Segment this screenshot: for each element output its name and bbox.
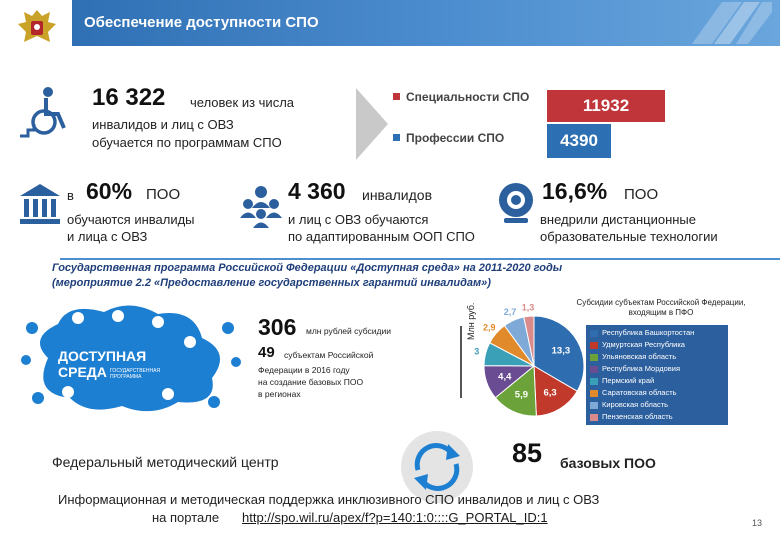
stat2-line2: по адаптированным ООП СПО bbox=[288, 229, 475, 244]
legend-item-0 bbox=[586, 327, 728, 339]
subsidy-regions-text: субъектам Российской bbox=[284, 350, 374, 360]
logo-title: ДОСТУПНАЯ bbox=[58, 348, 147, 364]
legend-item-5 bbox=[586, 387, 728, 399]
stat1-line1: обучаются инвалиды bbox=[67, 212, 195, 227]
pie-label-7: 1,3 bbox=[521, 302, 535, 313]
pie-label-6: 2,7 bbox=[503, 307, 517, 318]
pie-label-2: 5,9 bbox=[514, 389, 529, 401]
legend-item-1 bbox=[586, 339, 728, 351]
pie-label-1: 6,3 bbox=[543, 387, 557, 399]
legend-item-3 bbox=[586, 363, 728, 375]
legend-swatch-5 bbox=[590, 390, 598, 397]
stat1-number: 60% bbox=[86, 178, 133, 204]
stat2-line1: и лиц с ОВЗ обучаются bbox=[288, 212, 429, 227]
chart-title: Субсидии субъектам Российской Федерации, входящим в ПФО bbox=[576, 298, 746, 317]
pie-label-5: 2,9 bbox=[483, 322, 496, 333]
legend-label-5: Саратовская область bbox=[602, 388, 677, 397]
specialties-marker bbox=[393, 93, 400, 100]
page-number: 13 bbox=[752, 518, 763, 528]
professions-marker bbox=[393, 134, 400, 141]
base-text: базовых ПОО bbox=[560, 455, 656, 471]
pie-label-3: 4,4 bbox=[498, 371, 512, 383]
stat3-line1: внедрили дистанционные bbox=[540, 212, 696, 227]
legend-label-1: Удмуртская Республика bbox=[602, 340, 685, 349]
legend-label-7: Пензенская область bbox=[602, 412, 673, 421]
specialties-label: Специальности СПО bbox=[406, 90, 530, 104]
subsidy-desc-1: Федерации в 2016 году bbox=[258, 365, 350, 375]
stat3-suffix: ПОО bbox=[624, 186, 659, 203]
subsidy-desc-2: на создание базовых ПОО bbox=[258, 377, 364, 387]
divider-line bbox=[60, 258, 780, 260]
footer-prefix: на портале bbox=[152, 510, 220, 525]
base-count: 85 bbox=[512, 438, 543, 468]
professions-value: 4390 bbox=[547, 124, 611, 158]
stat1-line2: и лица с ОВЗ bbox=[67, 229, 148, 244]
arrow-right-icon bbox=[356, 88, 388, 160]
students-count: 16 322 bbox=[92, 84, 166, 111]
footer-line1: Информационная и методическая поддержка инклюзивного СПО инвалидов и лиц с ОВЗ bbox=[58, 492, 600, 507]
legend-swatch-4 bbox=[590, 378, 598, 385]
chart-divider bbox=[460, 326, 462, 398]
stat3-number: 16,6% bbox=[542, 178, 608, 204]
emblem-icon bbox=[12, 4, 62, 54]
chart-legend bbox=[586, 325, 728, 425]
legend-label-3: Республика Мордовия bbox=[602, 364, 680, 373]
pie-label-4: 3 bbox=[474, 346, 480, 357]
wheelchair-icon bbox=[18, 84, 70, 140]
legend-swatch-2 bbox=[590, 354, 598, 361]
students-text-1: человек из числа bbox=[190, 95, 295, 110]
stat1-suffix: ПОО bbox=[146, 186, 181, 203]
logo-title-2: СРЕДА bbox=[58, 364, 107, 380]
webcam-icon bbox=[494, 180, 538, 226]
pie-label-0: 13,3 bbox=[551, 345, 571, 357]
legend-swatch-6 bbox=[590, 402, 598, 409]
stat2-suffix: инвалидов bbox=[362, 187, 432, 203]
chart-ylabel: Млн руб. bbox=[466, 302, 476, 340]
page-title: Обеспечение доступности СПО bbox=[84, 14, 319, 31]
professions-label: Профессии СПО bbox=[406, 131, 505, 145]
subsidy-regions: 49 bbox=[258, 344, 275, 361]
stat1-prefix: в bbox=[67, 188, 74, 203]
stat2-number: 4 360 bbox=[288, 178, 346, 204]
subsidy-amount-text: млн рублей субсидии bbox=[306, 326, 391, 336]
legend-item-6 bbox=[586, 399, 728, 411]
header-decoration bbox=[652, 2, 772, 44]
legend-item-7 bbox=[586, 411, 728, 423]
logo-subtitle: ГОСУДАРСТВЕННАЯ ПРОГРАММА bbox=[110, 368, 161, 380]
legend-label-4: Пермский край bbox=[602, 376, 655, 385]
specialties-value: 11932 bbox=[547, 90, 665, 122]
subsidy-amount: 306 bbox=[258, 314, 297, 340]
legend-swatch-3 bbox=[590, 366, 598, 373]
legend-item-2 bbox=[586, 351, 728, 363]
legend-swatch-0 bbox=[590, 330, 598, 337]
legend-swatch-7 bbox=[590, 414, 598, 421]
program-title-line1: Государственная программа Российской Федерации «Доступная среда» на 2011-2020 годы bbox=[52, 262, 563, 274]
students-text-2: инвалидов и лиц с ОВЗ bbox=[92, 117, 234, 132]
portal-link[interactable]: http://spo.wil.ru/apex/f?p=140:1:0::::G_PORTAL_ID:1 bbox=[242, 510, 548, 525]
program-title-line2: (мероприятие 2.2 «Предоставление государственных гарантий инвалидам») bbox=[52, 277, 491, 289]
fmc-label: Федеральный методический центр bbox=[52, 454, 279, 470]
building-icon bbox=[18, 182, 62, 226]
students-text-3: обучается по программам СПО bbox=[92, 135, 282, 150]
legend-swatch-1 bbox=[590, 342, 598, 349]
subsidy-desc-3: в регионах bbox=[258, 389, 301, 399]
legend-label-0: Республика Башкортостан bbox=[602, 328, 695, 337]
legend-label-6: Кировская область bbox=[602, 400, 669, 409]
stat3-line2: образовательные технологии bbox=[540, 229, 718, 244]
legend-label-2: Ульяновская область bbox=[602, 352, 677, 361]
legend-item-4 bbox=[586, 375, 728, 387]
people-group-icon bbox=[238, 182, 284, 228]
